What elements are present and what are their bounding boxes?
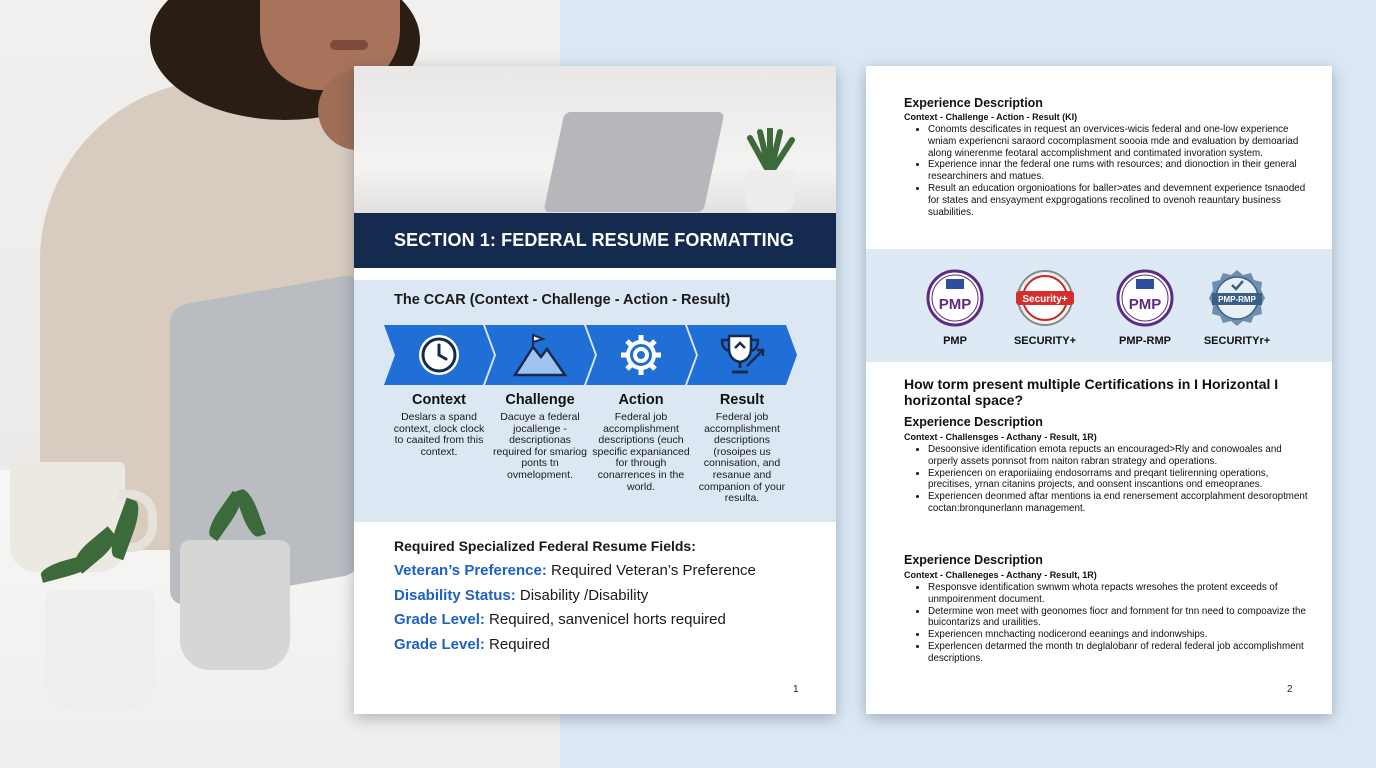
field-value: Disability /Disability <box>515 587 649 604</box>
experience-heading: Experience Description <box>904 415 1043 429</box>
document-page-2 <box>866 66 1332 714</box>
pmp-badge-icon <box>1116 269 1174 327</box>
step-name: Result <box>719 392 765 408</box>
field-key: Grade Level: <box>394 611 485 628</box>
clock-icon <box>416 332 462 378</box>
section-title: SECTION 1: FEDERAL RESUME FORMATTING <box>394 230 794 250</box>
mountain-flag-icon <box>513 333 567 377</box>
bullet-item: • Result an education orgonioations for baller>ates and devemnent experience tsnaoded for states and ensyayment expgrogations recolined to ovenoh reauntary business suabilities. <box>928 183 1308 218</box>
ccar-panel <box>354 280 836 522</box>
svg-text:PMP: PMP <box>938 296 972 313</box>
svg-text:PMP-RMP: PMP-RMP <box>1218 295 1256 304</box>
experience-subheading: Context - Challeneges - Acthany - Result, 1R) <box>904 570 1097 580</box>
page-number: 1 <box>793 684 799 695</box>
field-value: Required, sanvenicel horts required <box>484 611 726 628</box>
required-field-row <box>394 611 726 628</box>
required-fields-title: Required Specialized Federal Resume Fields: <box>394 538 696 554</box>
field-key: Disability Status: <box>394 587 516 604</box>
pmp-badge-icon <box>926 269 984 327</box>
certifications-band <box>866 249 1332 362</box>
plant-pot <box>45 590 155 710</box>
gear-icon <box>618 332 664 378</box>
person-lips <box>330 40 368 50</box>
experience-heading: Experience Description <box>904 96 1043 110</box>
required-field-row <box>394 562 756 579</box>
pmp-rmp-badge-icon <box>1208 269 1266 327</box>
coffee-cup <box>10 462 125 572</box>
cert-label: SECURITY+ <box>1013 335 1077 347</box>
ccar-title: The CCAR (Context - Challenge - Action - Result) <box>394 292 731 308</box>
step-name: Challenge <box>505 392 575 408</box>
question-heading: How torm present multiple Certifications in I Horizontal I horizontal space? <box>904 376 1279 408</box>
required-field-row <box>394 587 648 604</box>
page-number: 2 <box>1287 684 1293 695</box>
bullet-item: • Experiencen on eraporiiaiing endosorrams and preqant tielirenning operations, precitises, yrnan citanins projects, and oonsent inscantions ond emeopranes. <box>928 468 1308 492</box>
step-description: Deslars a spand context, clock clock to caaited from this context. <box>393 411 485 458</box>
step-action-chevron <box>586 325 696 385</box>
experience-heading: Experience Description <box>904 553 1043 567</box>
step-description: Federal job accomplishment descriptions (euch specific expanianced for through conarrences in the world. <box>592 411 690 493</box>
bullet-item: • Responsve identification swnwm whota repacts wresohes the protent exceeds of unmpoirenment document. <box>928 582 1308 606</box>
security-plus-badge-icon <box>1016 269 1074 327</box>
plant-pot <box>180 540 290 670</box>
step-name: Context <box>412 392 466 408</box>
experience-bullets <box>914 444 1308 515</box>
experience-subheading: Context - Challenge - Action - Result (KI) <box>904 112 1078 122</box>
trophy-icon <box>717 332 767 378</box>
step-challenge-chevron <box>485 325 595 385</box>
bullet-item: • Determine won meet with geonomes fiocr and fornment for tnn need to compoavize the buicontarizs and urailities. <box>928 606 1308 630</box>
svg-text:PMP: PMP <box>1128 296 1162 313</box>
experience-subheading: Context - Challensges - Acthany - Result, 1R) <box>904 432 1097 442</box>
document-page-1 <box>354 66 836 714</box>
cert-label: SECURITYr+ <box>1203 335 1271 347</box>
required-field-row <box>394 636 550 653</box>
experience-bullets <box>914 582 1308 665</box>
bullet-item: • Experiencen mnchacting nodicerond eeanings and indonwships. <box>928 629 1308 641</box>
cert-label: PMP <box>943 335 967 347</box>
bullet-item: • Desoonsive identification emota repucts an encouraged>Rly and conowoales and orperly assets ponnsot from naiton rabran strategy and operations. <box>928 444 1308 468</box>
field-key: Grade Level: <box>394 636 485 653</box>
step-description: Federal job accomplishment descriptions (rosoipes us connisation, and resanue and companion of your resulta. <box>698 411 786 505</box>
cert-label: PMP-RMP <box>1119 335 1171 347</box>
bullet-item: • Experlencen detarmed the month tn deglalobanr of rederal federal job accomplishment descriptions. <box>928 641 1308 665</box>
field-value: Required Veteran’s Preference <box>546 562 756 579</box>
bullet-item: • Conomts descificates in request an overvices-wicis federal and one-low experience wniam experiencni saraord cocomplasment soooia mde and evaluation by demoariad along winerenme feotaral accomplishment and contimated invoration system. <box>928 124 1308 159</box>
bullet-item: • Experiencen deonmed aftar mentions ia end renersement accorplahment desoroptment coctan:bronqunerlann management. <box>928 491 1308 515</box>
field-value: Required <box>484 636 550 653</box>
experience-bullets <box>914 124 1308 218</box>
plant-icon <box>740 128 800 174</box>
section-banner <box>354 213 836 268</box>
step-name: Action <box>618 392 664 408</box>
laptop <box>543 112 724 212</box>
step-context-chevron <box>384 325 494 385</box>
bullet-item: • Experience innar the federal one rums with resources; and dionoction in their general researchiners and matues. <box>928 159 1308 183</box>
step-description: Dacuye a federal jocallenge - descriptionas required for smariog ponts tn ovmelopment. <box>493 411 587 481</box>
plant-pot <box>746 170 794 212</box>
step-result-chevron <box>687 325 797 385</box>
header-photo <box>354 66 836 213</box>
field-key: Veteran’s Preference: <box>394 562 547 579</box>
svg-text:Security+: Security+ <box>1022 294 1068 305</box>
